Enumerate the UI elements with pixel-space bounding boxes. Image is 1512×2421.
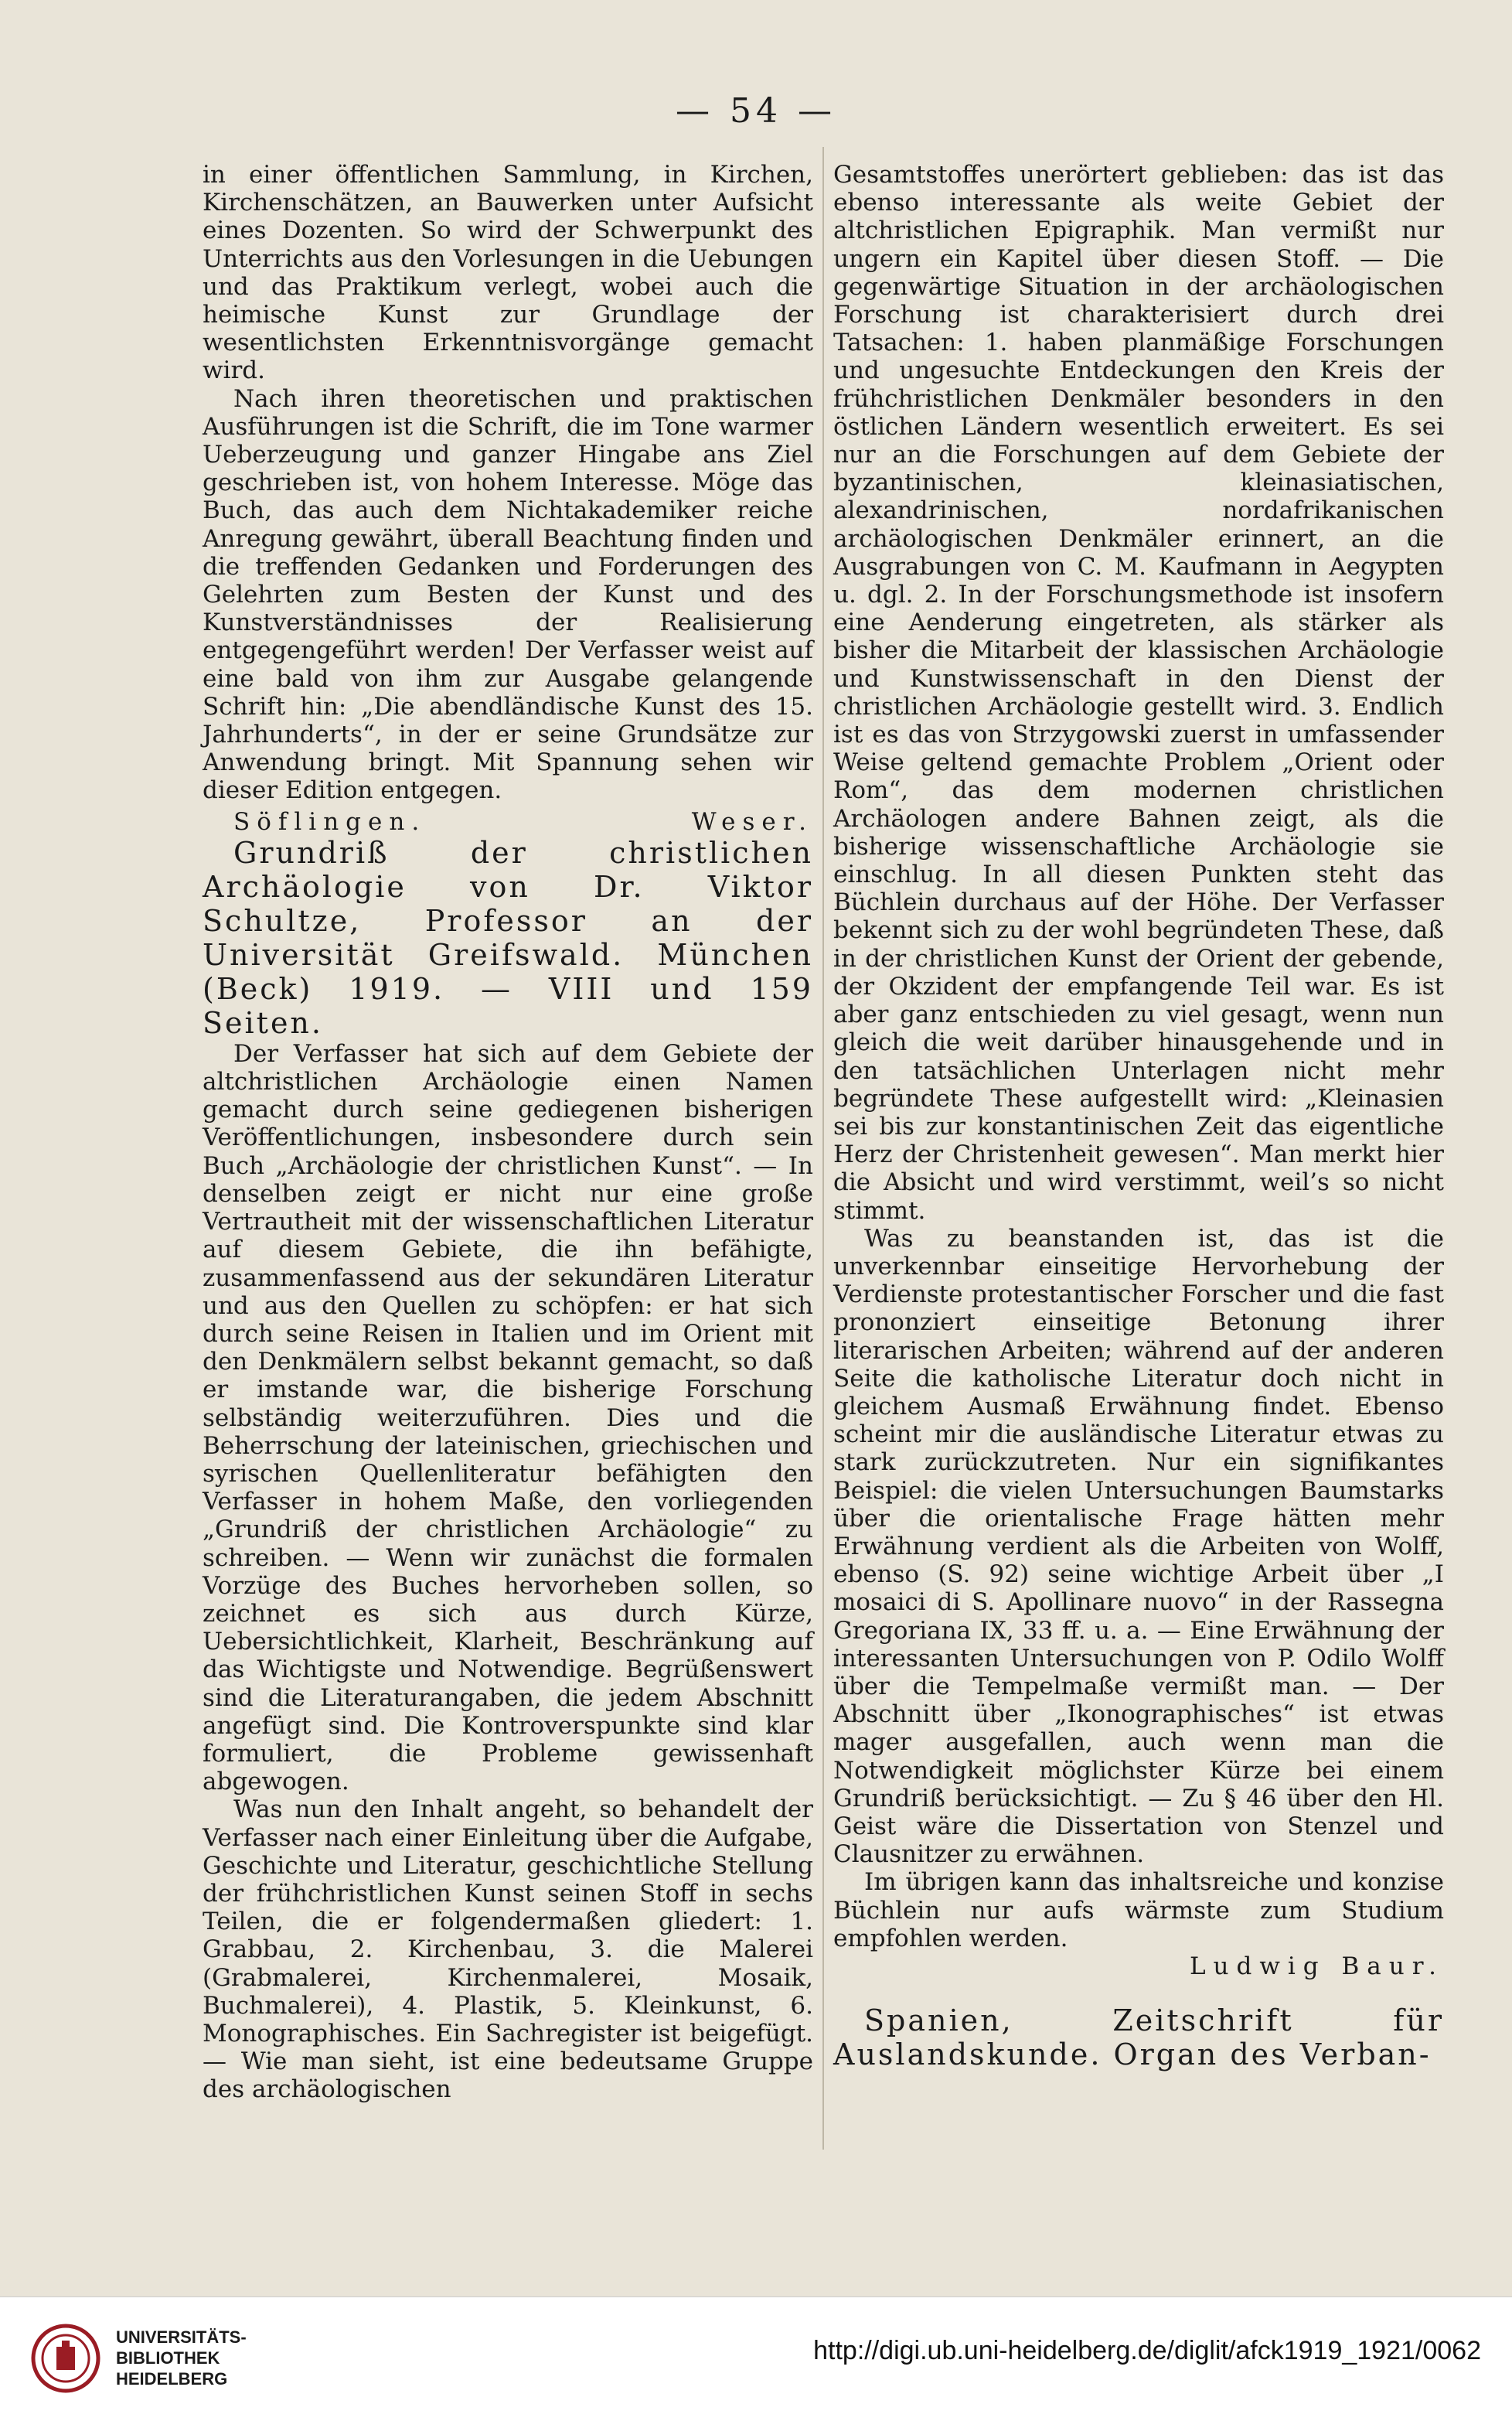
review-heading: Spanien, Zeitschrift für Auslandskunde. Organ des Verban-	[833, 2003, 1444, 2072]
signature-place: Söflingen.	[233, 807, 427, 836]
university-seal-icon	[31, 2324, 100, 2393]
paragraph: Was zu beanstanden ist, das ist die unverkennbar einseitige Hervorhebung der Verdienste protestantischer Forscher und die fast prononziert einseitige Betonung ihrer literarischen Arbeiten; während auf der anderen Seite die katholische Literatur doch nicht in gleichem Ausmaß Erwähnung findet. Ebenso scheint mir die ausländische Literatur etwas zu stark zurückzutreten. Nur ein signifikantes Beispiel: die vielen Untersuchungen Baumstarks über die orientalische Frage hätten mehr Erwähnung verdient als die Arbeiten von Wolff, ebenso (S. 92) seine wichtige Arbeit über „I mosaici di S. Apollinare nuovo“ in der Rassegna Gregoriana IX, 33 ff. u. a. — Eine Erwähnung der interessanten Untersuchungen von P. Odilo Wolff über die Tempelmaße vermißt man. — Der Abschnitt über „Ikonographisches“ ist etwas mager ausgefallen, auch wenn man die Notwendigkeit möglichster Kürze bei einem Grundriß berücksichtigt. — Zu § 46 über den Hl. Geist wäre die Dissertation von Stenzel und Clausnitzer zu erwähnen.	[833, 1224, 1444, 1869]
signature-line	[203, 808, 813, 836]
paragraph: Was nun den Inhalt angeht, so behandelt der Verfasser nach einer Einleitung über die Aufgabe, Geschichte und Literatur, geschichtliche Stellung der frühchristlichen Kunst seinen Stoff in sechs Teilen, die er folgendermaßen gliedert: 1. Grabbau, 2. Kirchenbau, 3. die Malerei (Grabmalerei, Kirchenmalerei, Mosaik, Buchmalerei), 4. Plastik, 5. Kleinkunst, 6. Monographisches. Ein Sachregister ist beigefügt. — Wie man sieht, ist eine bedeutsame Gruppe des archäologischen	[203, 1795, 813, 2104]
right-column	[833, 161, 1444, 2071]
paragraph: in einer öffentlichen Sammlung, in Kirchen, Kirchenschätzen, an Bauwerken unter Aufsicht eines Dozenten. So wird der Schwerpunkt des Unterrichts aus den Vorlesungen in die Uebungen und das Praktikum verlegt, wobei auch die heimische Kunst zur Grundlage der wesentlichsten Erkenntnisvorgänge gemacht wird.	[203, 161, 813, 385]
footer-bar	[0, 2297, 1512, 2421]
review-heading: Grundriß der christlichen Archäologie von Dr. Viktor Schultze, Professor an der Universität Greifswald. München (Beck) 1919. — VIII und 159 Seiten.	[203, 835, 813, 1040]
library-name	[116, 2327, 247, 2389]
left-column	[203, 161, 813, 2104]
source-url-link[interactable]: http://digi.ub.uni-heidelberg.de/diglit/afck1919_1921/0062	[813, 2336, 1481, 2365]
page-number: — 54 —	[676, 91, 836, 131]
library-name-line: BIBLIOTHEK	[116, 2348, 220, 2368]
column-divider	[822, 147, 824, 2150]
paragraph: Nach ihren theoretischen und praktischen Ausführungen ist die Schrift, die im Tone warmer Ueberzeugung und ganzer Hingabe ans Ziel geschrieben ist, von hohem Interesse. Möge das Buch, das auch dem Nichtakademiker reiche Anregung gewährt, überall Beachtung finden und die treffenden Gedanken und Forderungen des Gelehrten zum Besten der Kunst und des Kunstverständnisses der Realisierung entgegengeführt werden! Der Verfasser weist auf eine bald von ihm zur Ausgabe gelangende Schrift hin: „Die abendländische Kunst des 15. Jahrhunderts“, in der er seine Grundsätze zur Anwendung bringt. Mit Spannung sehen wir dieser Edition entgegen.	[203, 384, 813, 805]
signature-name: Ludwig Baur.	[1189, 1952, 1444, 1980]
library-name-line: UNIVERSITÄTS-	[116, 2327, 247, 2347]
paragraph: Im übrigen kann das inhaltsreiche und konzise Büchlein nur aufs wärmste zum Studium empfohlen werden.	[833, 1868, 1444, 1952]
paragraph: Gesamtstoffes unerörtert geblieben: das ist das ebenso interessante als weite Gebiet der altchristlichen Epigraphik. Man vermißt nur ungern ein Kapitel über diesen Stoff. — Die gegenwärtige Situation in der archäologischen Forschung ist charakterisiert durch drei Tatsachen: 1. haben planmäßige Forschungen und ungesuchte Entdeckungen den Kreis der frühchristlichen Denkmäler besonders in den östlichen Ländern wesentlich erweitert. Es sei nur an die Forschungen auf dem Gebiete der byzantinischen, kleinasiatischen, alexandrinischen, nordafrikanischen archäologischen Denkmäler erinnert, an die Ausgrabungen von C. M. Kaufmann in Aegypten u. dgl. 2. In der Forschungsmethode ist insofern eine Aenderung eingetreten, als stärker als bisher die Mitarbeit der klassischen Archäologie und Kunstwissenschaft in den Dienst der christlichen Archäologie gestellt wird. 3. Endlich ist es das von Strzygowski zuerst in umfassender Weise geltend gemachte Problem „Orient oder Rom“, das dem modernen christlichen Archäologen andere Bahnen zeigt, als die bisherige wissenschaftliche Archäologie sie einschlug. In all diesen Punkten steht das Büchlein durchaus auf der Höhe. Der Verfasser bekennt sich zu der wohl begründeten These, daß in der christlichen Kunst der Orient der gebende, der Okzident der empfangende Teil war. Es ist aber ganz entschieden zu viel gesagt, wenn nun gleich die weit darüber hinausgehende und in den tatsächlichen Unterlagen nicht mehr begründete These aufgestellt wird: „Kleinasien sei bis zur konstantinischen Zeit das eigentliche Herz der Christenheit gewesen“. Man merkt hier die Absicht und wird verstimmt, weil’s so nicht stimmt.	[833, 161, 1444, 1225]
library-name-line: HEIDELBERG	[116, 2369, 228, 2389]
signature-name: Weser.	[691, 807, 813, 836]
paragraph: Der Verfasser hat sich auf dem Gebiete der altchristlichen Archäologie einen Namen gemacht durch seine gediegenen bisherigen Veröffentlichungen, insbesondere durch sein Buch „Archäologie der christlichen Kunst“. — In denselben zeigt er nicht nur eine große Vertrautheit mit der wissenschaftlichen Literatur auf diesem Gebiete, die ihn befähigte, zusammenfassend aus der sekundären Literatur und aus den Quellen zu schöpfen: er hat sich durch seine Reisen in Italien und im Orient mit den Denkmälern selbst bekannt gemacht, so daß er imstande war, die bisherige Forschung selbständig weiterzuführen. Dies und die Beherrschung der lateinischen, griechischen und syrischen Quellenliteratur befähigten den Verfasser in hohem Maße, den vorliegenden „Grundriß der christlichen Archäologie“ zu schreiben. — Wenn wir zunächst die formalen Vorzüge des Buches hervorheben sollen, so zeichnet es sich aus durch Kürze, Uebersichtlichkeit, Klarheit, Beschränkung auf das Wichtigste und Notwendige. Begrüßenswert sind die Literaturangaben, die jedem Abschnitt angefügt sind. Die Kontroverspunkte sind klar formuliert, die Probleme gewissenhaft abgewogen.	[203, 1039, 813, 1796]
